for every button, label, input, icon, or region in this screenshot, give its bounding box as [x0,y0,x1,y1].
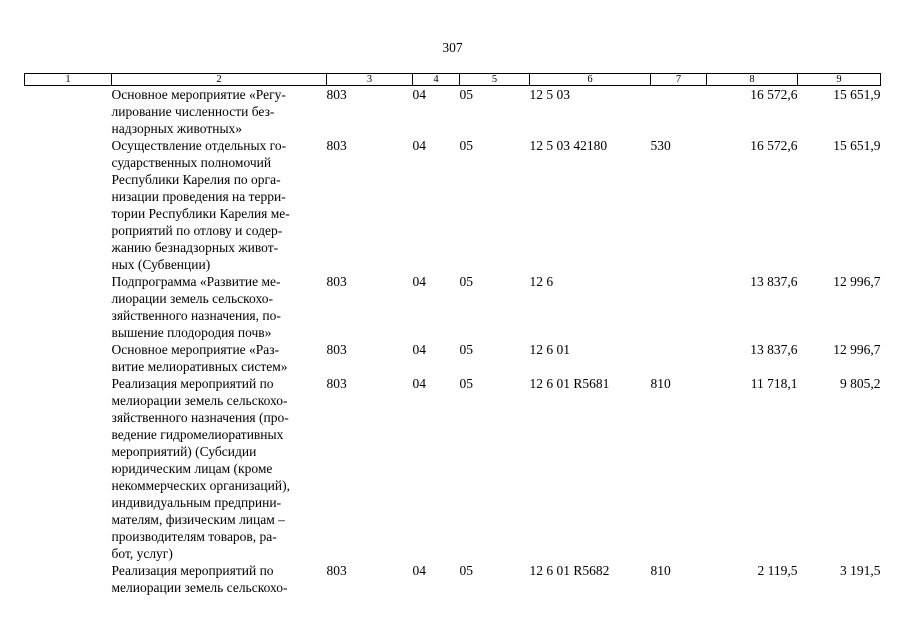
cell-csr: 12 6 01 [529,342,570,357]
cell-sum-1: 13 837,6 [750,274,798,289]
cell-csr: 12 6 01 R5682 [529,563,610,578]
cell-grbs: 803 [326,376,347,391]
column-number-row [25,74,881,86]
cell-pr: 05 [459,376,473,391]
cell-name: Осуществление отдельных го- сударственных полномочий Республики Карелия по орга- низации проведения на терри- тории Республики Карелия ме- роприятий по отлову и содер- жанию безнадзорных живот- ных (Субвенции) [111,138,290,272]
table-row [25,86,881,138]
cell-vr: 810 [650,376,671,391]
column-header-7: 7 [651,74,707,86]
cell-grbs: 803 [326,138,347,153]
cell-sum-1: 16 572,6 [750,87,798,102]
cell-name: Основное мероприятие «Регу- лирование численности без- надзорных животных» [111,87,286,136]
cell-name: Реализация мероприятий по мелиорации земель сельскохо- зяйственного назначения (про- ведение гидромелиоративных мероприятий) (Субсидии юридическим лицам (кроме некоммерческих организаций), индивидуальным предприни- мателям, физическим лицам – производителям товаров, ра- бот, услуг) [111,376,290,561]
cell-empty [25,562,112,596]
cell-csr: 12 6 [529,274,554,289]
column-header-6: 6 [530,74,651,86]
cell-grbs: 803 [326,87,347,102]
cell-vr: 810 [650,563,671,578]
cell-grbs: 803 [326,563,347,578]
budget-table [24,73,881,596]
page-number: 307 [442,40,463,55]
column-header-1: 1 [25,74,112,86]
column-header-9: 9 [798,74,881,86]
cell-empty [25,273,112,341]
cell-sum-2: 9 805,2 [840,376,881,391]
cell-csr: 12 5 03 [529,87,570,102]
cell-csr: 12 6 01 R5681 [529,376,610,391]
cell-sum-2: 15 651,9 [833,87,881,102]
cell-vr [651,273,707,341]
cell-name: Подпрограмма «Развитие ме- лиорации земель сельскохо- зяйственного назначения, по- вышение плодородия почв» [111,274,281,340]
cell-rz: 04 [412,563,426,578]
cell-name: Основное мероприятие «Раз- витие мелиоративных систем» [111,342,288,374]
column-header-8: 8 [707,74,798,86]
cell-pr: 05 [459,138,473,153]
cell-sum-1: 11 718,1 [750,376,798,391]
column-header-5: 5 [460,74,530,86]
cell-pr: 05 [459,563,473,578]
table-row [25,273,881,341]
cell-sum-2: 12 996,7 [833,342,881,357]
cell-rz: 04 [412,138,426,153]
cell-grbs: 803 [326,342,347,357]
cell-rz: 04 [412,342,426,357]
table-row [25,375,881,562]
cell-pr: 05 [459,87,473,102]
cell-rz: 04 [412,87,426,102]
cell-vr: 530 [650,138,671,153]
cell-grbs: 803 [326,274,347,289]
cell-empty [25,341,112,375]
cell-empty [25,375,112,562]
table-row [25,137,881,273]
table-row [25,562,881,596]
cell-sum-1: 13 837,6 [750,342,798,357]
cell-pr: 05 [459,274,473,289]
column-header-3: 3 [327,74,413,86]
cell-vr [651,86,707,138]
cell-empty [25,86,112,138]
cell-vr [651,341,707,375]
cell-rz: 04 [412,376,426,391]
cell-sum-1: 2 119,5 [757,563,798,578]
column-header-4: 4 [413,74,460,86]
cell-sum-2: 15 651,9 [833,138,881,153]
cell-sum-1: 16 572,6 [750,138,798,153]
cell-pr: 05 [459,342,473,357]
cell-rz: 04 [412,274,426,289]
column-header-2: 2 [112,74,327,86]
cell-sum-2: 12 996,7 [833,274,881,289]
cell-sum-2: 3 191,5 [840,563,881,578]
cell-empty [25,137,112,273]
cell-csr: 12 5 03 42180 [529,138,608,153]
table-row [25,341,881,375]
cell-name: Реализация мероприятий по мелиорации земель сельскохо- [111,563,288,595]
